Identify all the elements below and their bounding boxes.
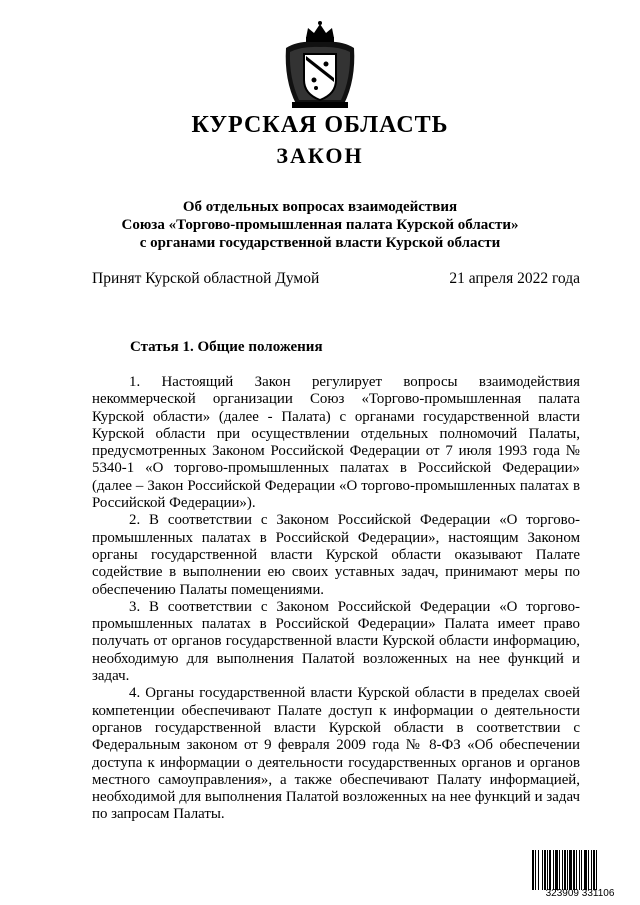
- law-title: [60, 198, 580, 252]
- adopted-by: Принят Курской областной Думой: [92, 270, 320, 287]
- paragraph-1: 1. Настоящий Закон регулирует вопросы взаимодействия некоммерческой организации Союз «Торгово-промышленная палата Курской области» (далее - Палата) с органами государственной власти Курской области при осуществлении отдельных полномочий Палаты, предусмотренных Законом Российской Федерации от 7 июля 1993 года № 5340-1 «О торгово-промышленных палатах в Российской Федерации» (далее – Закон Российской Федерации «О торгово-промышленных палатах в Российской Федерации»).: [92, 374, 580, 512]
- law-title-line: Союза «Торгово-промышленная палата Курской области»: [121, 217, 519, 233]
- paragraph-3: 3. В соответствии с Законом Российской Федерации «О торгово-промышленных палатах в Российской Федерации» Палата имеет право получать от органов государственной власти Курской области информацию, необходимую для выполнения Палатой возложенных на нее функций и задач.: [92, 598, 580, 685]
- adoption-date: 21 апреля 2022 года: [449, 270, 580, 287]
- paragraph-2: 2. В соответствии с Законом Российской Федерации «О торгово-промышленных палатах в Российской Федерации», настоящим Законом органы государственной власти Курской области оказывают Палате содействие в выполнении ею своих уставных задач, принимают меры по обеспечению Палаты помещениями.: [92, 512, 580, 598]
- paragraph-4: 4. Органы государственной власти Курской области в пределах своей компетенции обеспечивают Палате доступ к информации о деятельности органов государственной власти Курской области в соответствии с Федеральным законом от 9 февраля 2009 года № 8-ФЗ «Об обеспечении доступа к информации о деятельности государственных органов и органов местного самоуправления», а также обеспечивают Палату информацией, необходимой для выполнения Палатой возложенных на нее функций и задач по запросам Палаты.: [92, 685, 580, 823]
- barcode-bars-icon: [530, 850, 630, 890]
- article-heading: Статья 1. Общие положения: [130, 339, 323, 355]
- coat-of-arms-icon: [276, 20, 364, 110]
- barcode-number: 323909 331106: [545, 888, 615, 899]
- adoption-row: [92, 269, 580, 289]
- region-heading: КУРСКАЯ ОБЛАСТЬ: [191, 112, 449, 138]
- document-type-heading: ЗАКОН: [276, 143, 364, 168]
- article-body: [92, 374, 580, 824]
- law-title-line: с органами государственной власти Курской области: [139, 235, 501, 251]
- barcode: [530, 850, 630, 900]
- law-title-line: Об отдельных вопросах взаимодействия: [182, 199, 458, 215]
